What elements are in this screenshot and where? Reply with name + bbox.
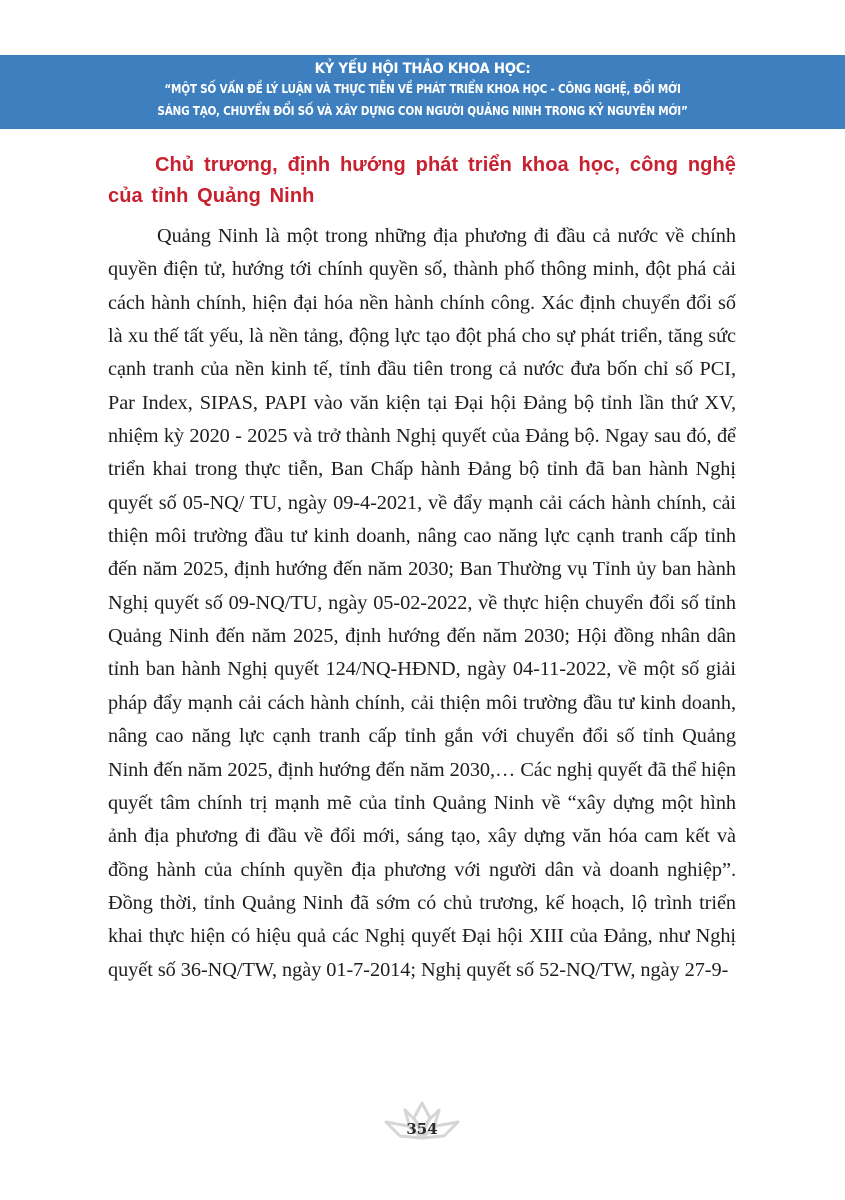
page-footer <box>372 1100 472 1150</box>
section-heading: Chủ trương, định hướng phát triển khoa học, công nghệ của tỉnh Quảng Ninh <box>108 154 736 207</box>
page-number: 354 <box>406 1120 438 1138</box>
conference-theme-line-2: SÁNG TẠO, CHUYỂN ĐỔI SỐ VÀ XÂY DỰNG CON NGƯỜI QUẢNG NINH TRONG KỶ NGUYÊN MỚI” <box>157 104 688 118</box>
conference-theme-line-1: “MỘT SỐ VẤN ĐỀ LÝ LUẬN VÀ THỰC TIỄN VỀ PHÁT TRIỂN KHOA HỌC - CÔNG NGHỆ, ĐỔI MỚI <box>164 82 681 96</box>
body-paragraph: Quảng Ninh là một trong những địa phương đi đầu cả nước về chính quyền điện tử, hướng tới chính quyền số, thành phố thông minh, đột phá cải cách hành chính, hiện đại hóa nền hành chính công. Xác định chuyển đổi số là xu thế tất yếu, là nền tảng, động lực tạo đột phá cho sự phát triển, tăng sức cạnh tranh của nền kinh tế, tỉnh đầu tiên trong cả nước đưa bốn chỉ số PCI, Par Index, SIPAS, PAPI vào văn kiện tại Đại hội Đảng bộ tỉnh lần thứ XV, nhiệm kỳ 2020 - 2025 và trở thành Nghị quyết của Đảng bộ. Ngay sau đó, để triển khai trong thực tiễn, Ban Chấp hành Đảng bộ tỉnh đã ban hành Nghị quyết số 05-NQ/ TU, ngày 09-4-2021, về đẩy mạnh cải cách hành chính, cải thiện môi trường đầu tư kinh doanh, nâng cao năng lực cạnh tranh cấp tỉnh đến năm 2025, định hướng đến năm 2030; Ban Thường vụ Tỉnh ủy ban hành Nghị quyết số 09-NQ/TU, ngày 05-02-2022, về thực hiện chuyển đổi số tỉnh Quảng Ninh đến năm 2025, định hướng đến năm 2030; Hội đồng nhân dân tỉnh ban hành Nghị quyết 124/NQ-HĐND, ngày 04-11-2022, về một số giải pháp đẩy mạnh cải cách hành chính, cải thiện môi trường đầu tư kinh doanh, nâng cao năng lực cạnh tranh cấp tỉnh gắn với chuyển đổi số tỉnh Quảng Ninh đến năm 2025, định hướng đến năm 2030,… Các nghị quyết đã thể hiện quyết tâm chính trị mạnh mẽ của tỉnh Quảng Ninh về “xây dựng một hình ảnh địa phương đi đầu về đổi mới, sáng tạo, xây dựng văn hóa cam kết và đồng hành của chính quyền địa phương với người dân và doanh nghiệp”. Đồng thời, tỉnh Quảng Ninh đã sớm có chủ trương, kế hoạch, lộ trình triển khai thực hiện có hiệu quả các Nghị quyết Đại hội XIII của Đảng, như Nghị quyết số 36-NQ/TW, ngày 01-7-2014; Nghị quyết số 52-NQ/TW, ngày 27-9- <box>108 225 736 981</box>
proceedings-header-banner <box>0 55 845 129</box>
page-content <box>108 150 736 987</box>
proceedings-title: KỶ YẾU HỘI THẢO KHOA HỌC: <box>314 61 531 77</box>
